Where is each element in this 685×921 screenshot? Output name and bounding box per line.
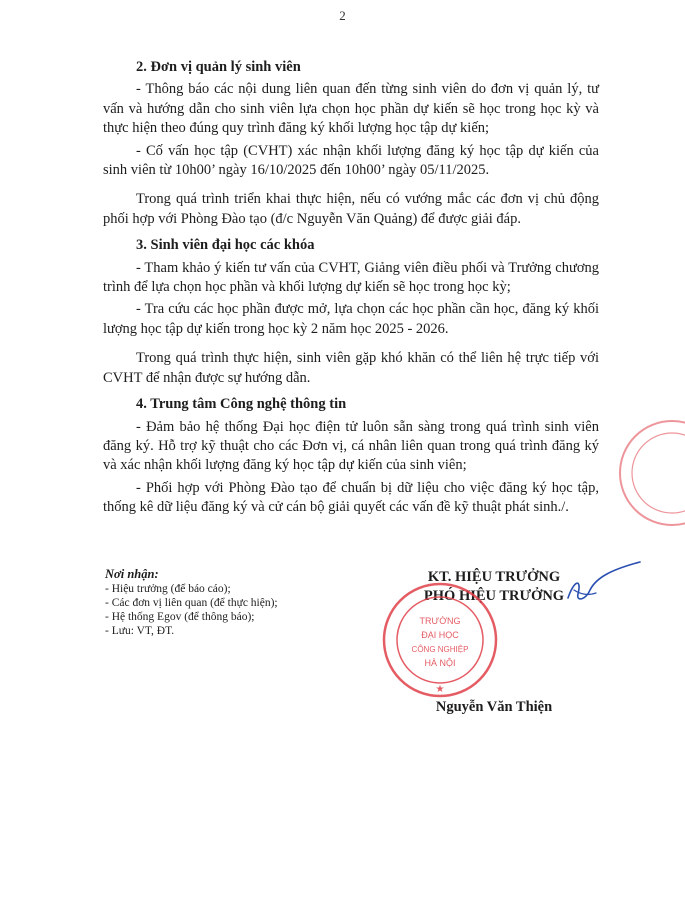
recipients-title: Nơi nhận: [105,567,159,581]
recipient-item: - Các đơn vị liên quan (để thực hiện); [105,597,278,609]
official-seal-icon [380,580,500,700]
page-number: 2 [339,8,346,23]
paragraph: - Tra cứu các học phần được mở, lựa chọn các học phần cần học, đăng ký khối lượng học tập dự kiến trong học kỳ 2 năm học 2025 - 2026. [103,301,599,337]
section-heading-4: 4. Trung tâm Công nghệ thông tin [136,396,347,413]
recipient-item: - Hiệu trưởng (để báo cáo); [105,583,231,595]
svg-text:★: ★ [435,684,445,695]
partial-seal-icon [612,418,685,528]
seal-line: ĐẠI HỌC [421,630,459,640]
recipients-block [105,567,345,638]
seal-line: HÀ NỘI [424,658,456,668]
seal-line: TRƯỜNG [419,616,461,626]
recipient-item: - Hệ thống Egov (để thông báo); [105,611,255,623]
handwritten-signature-icon [560,560,650,610]
paragraph: - Phối hợp với Phòng Đào tạo để chuẩn bị dữ liệu cho việc đăng ký học tập, thống kê dữ liệu đăng ký và cử cán bộ giải quyết các vấn đề kỹ thuật phát sinh./. [103,479,599,516]
paragraph: Trong quá trình thực hiện, sinh viên gặp khó khăn có thể liên hệ trực tiếp với CVHT để nhận được sự hướng dẫn. [103,350,599,386]
paragraph: - Cố vấn học tập (CVHT) xác nhận khối lượng đăng ký học tập dự kiến của sinh viên từ 10h00’ ngày 16/10/2025 đến 10h00’ ngày 05/11/2025. [103,142,599,179]
paragraph: - Thông báo các nội dung liên quan đến từng sinh viên do đơn vị quản lý, tư vấn và hướng dẫn cho sinh viên lựa chọn học phần dự kiến sẽ học trong học kỳ và thực hiện theo đúng quy trình đăng ký khối lượng học tập dự kiến; [103,81,599,137]
recipient-item: - Lưu: VT, ĐT. [105,625,175,637]
paragraph: Trong quá trình triển khai thực hiện, nếu có vướng mắc các đơn vị chủ động phối hợp với Phòng Đào tạo (đ/c Nguyễn Văn Quảng) để được giải đáp. [103,191,599,227]
signature-title-line2: PHÓ HIỆU TRƯỞNG [423,588,565,604]
paragraph: - Đảm bảo hệ thống Đại học điện tử luôn sẵn sàng trong quá trình sinh viên đăng ký. Hỗ trợ kỹ thuật cho các Đơn vị, cá nhân liên quan trong quá trình đăng ký và xác nhận khối lượng đăng ký học tập dự kiến của sinh viên; [103,418,599,474]
section-heading-3: 3. Sinh viên đại học các khóa [136,237,315,254]
document-body [103,58,599,521]
section-heading-2: 2. Đơn vị quản lý sinh viên [136,59,301,75]
signature-title-line1: KT. HIỆU TRƯỞNG [427,569,561,585]
seal-line: CÔNG NGHIỆP [411,645,469,654]
signer-name: Nguyễn Văn Thiện [435,699,553,715]
paragraph: - Tham khảo ý kiến tư vấn của CVHT, Giảng viên điều phối và Trưởng chương trình để lựa chọn học phần và khối lượng dự kiến sẽ học trong học kỳ; [103,259,599,296]
